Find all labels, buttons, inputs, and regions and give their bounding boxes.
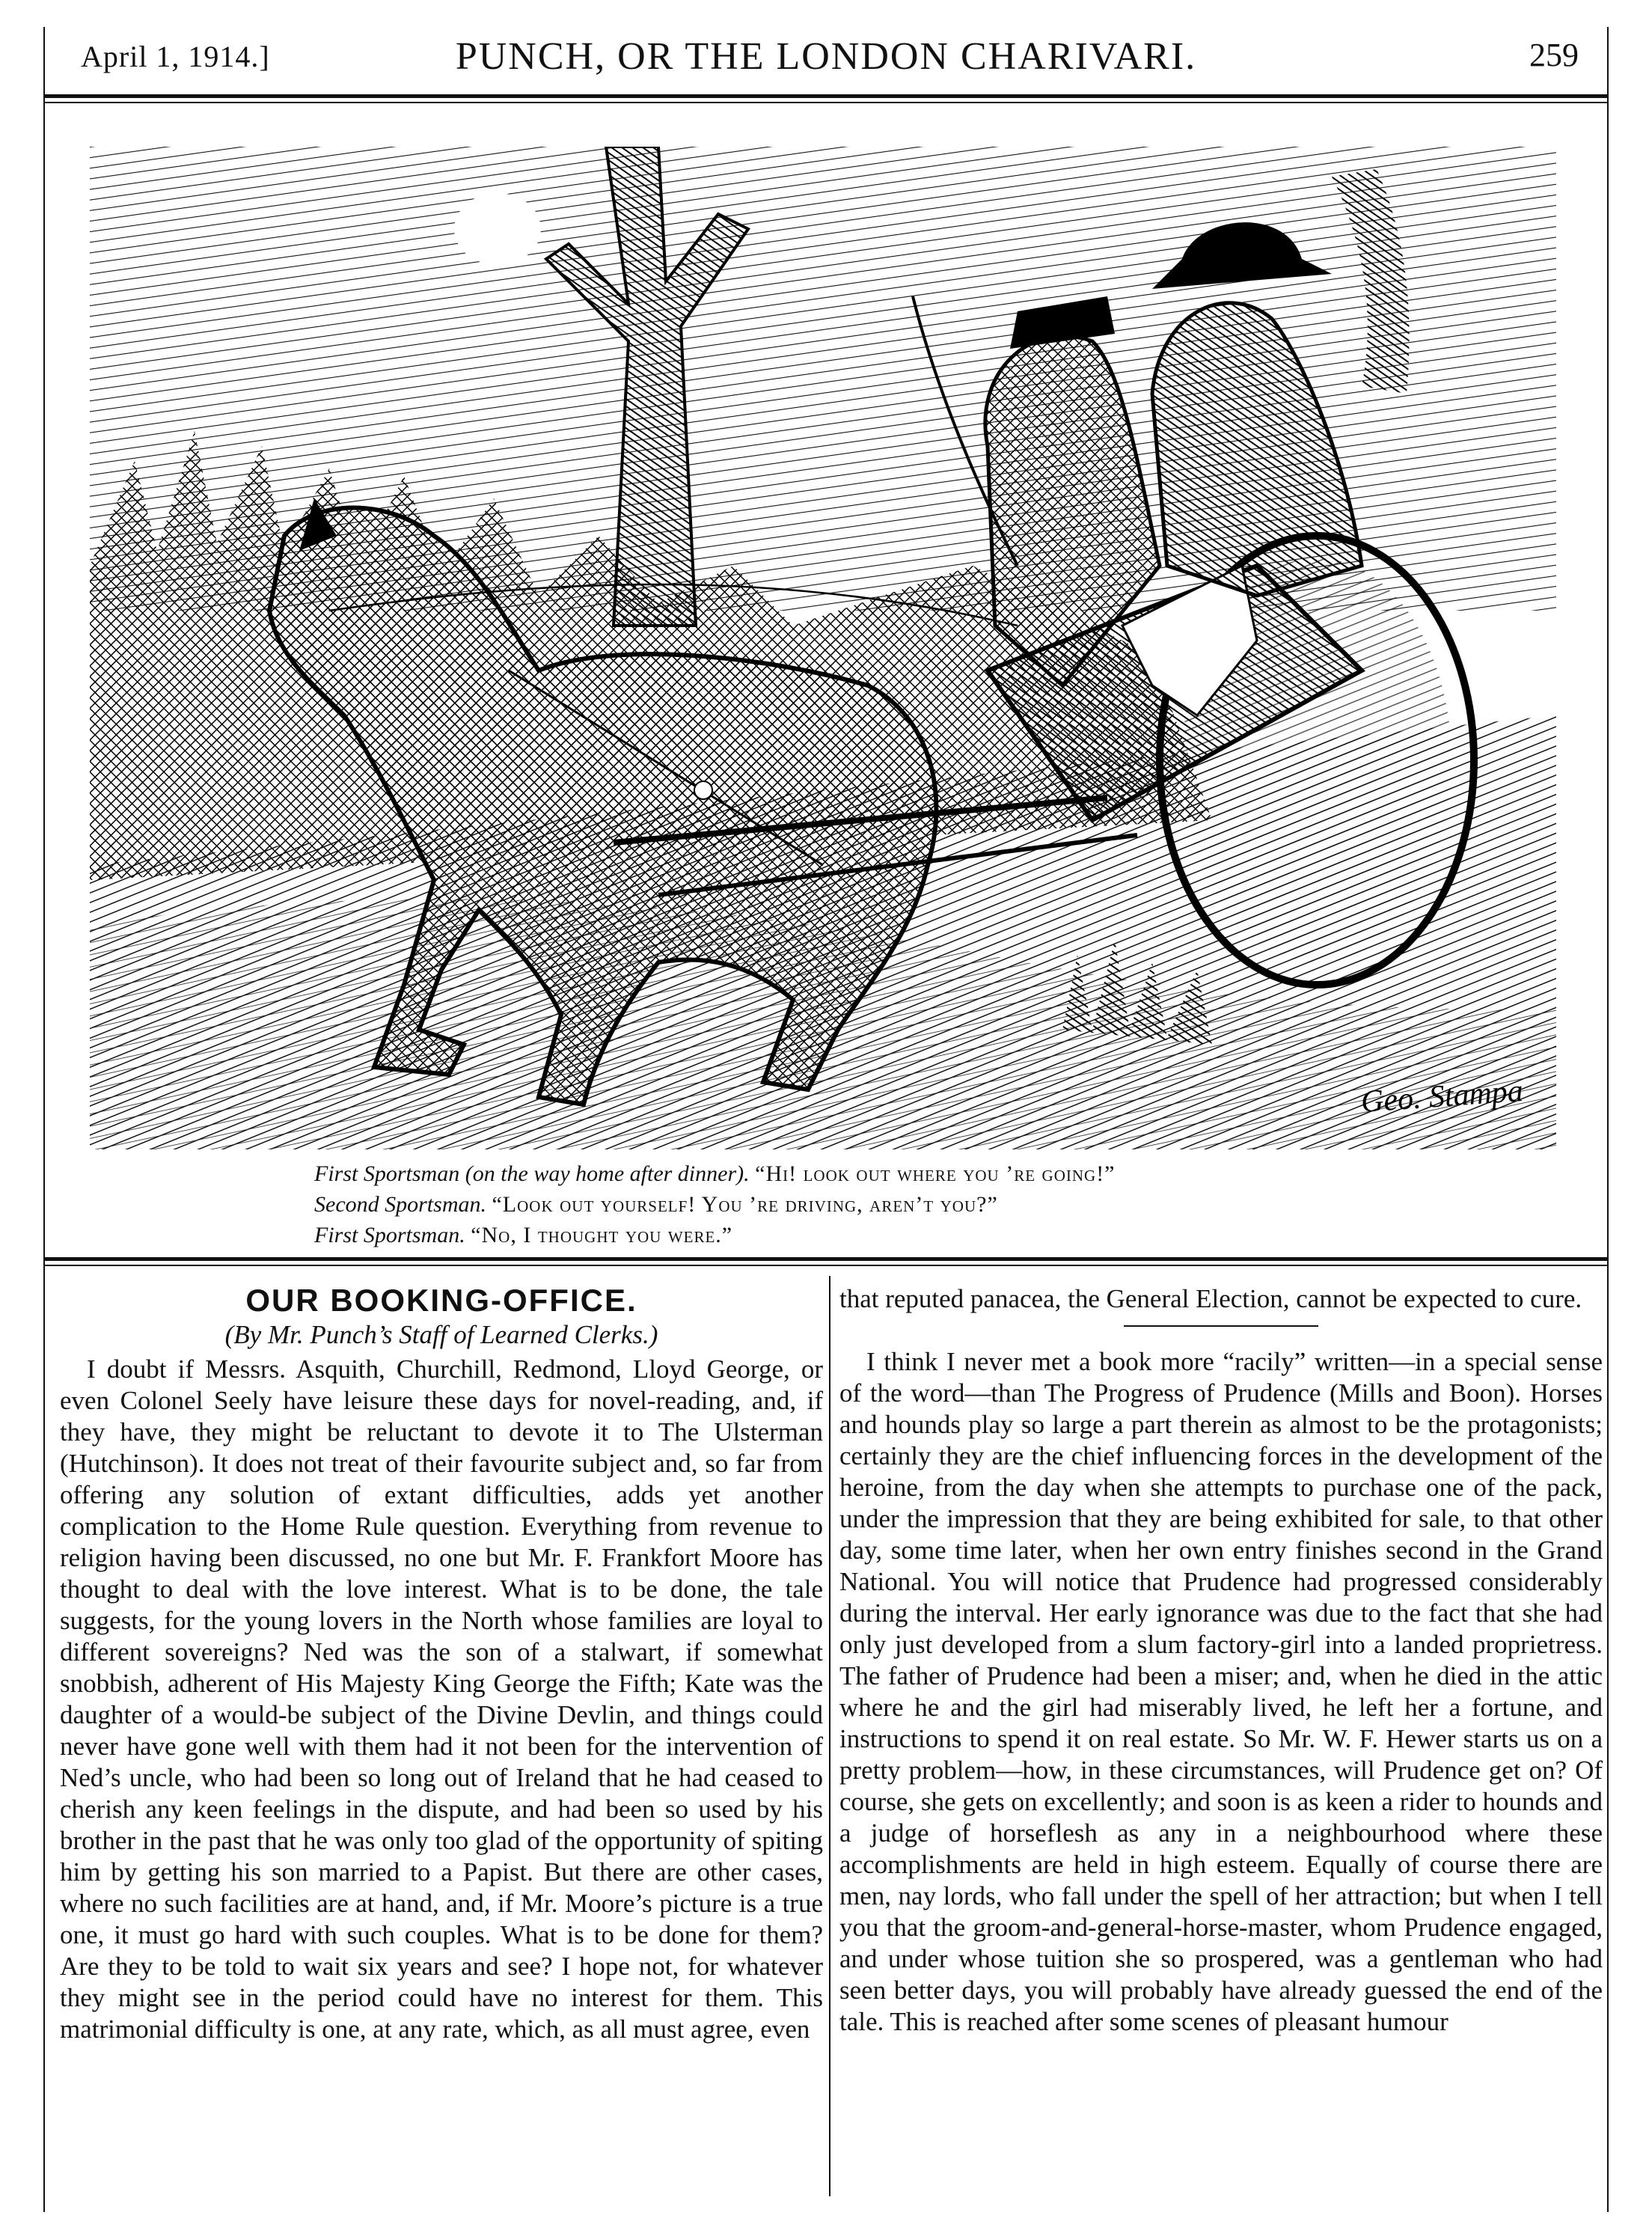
caption-quote-1: “Hi! look out where you ’re going!”: [755, 1161, 1116, 1186]
artist-signature: Geo. Stampa: [1359, 1073, 1525, 1119]
review-continuation: that reputed panacea, the General Election, cannot be expected to cure.: [839, 1284, 1582, 1313]
caption-quote-3: “No, I thought you were.”: [471, 1223, 733, 1247]
caption-line-1: [314, 1158, 1116, 1189]
caption-speaker-2: Second Sportsman.: [314, 1192, 486, 1217]
section-rule: [43, 1257, 1609, 1261]
caption-speaker-3: First Sportsman.: [314, 1223, 465, 1247]
harness-buckle: [694, 781, 712, 799]
left-column: [60, 1283, 823, 2045]
page-header: [43, 30, 1609, 90]
moon: [454, 193, 541, 265]
section-rule-thin: [43, 1265, 1609, 1266]
cartoon-drawing: [90, 147, 1556, 1149]
issue-date: April 1, 1914.]: [81, 40, 270, 73]
caption-direction: (on the way home after dinner).: [465, 1161, 750, 1186]
publication-title: PUNCH, OR THE LONDON CHARIVARI.: [455, 35, 1197, 78]
review-progress-of-prudence: I think I never met a book more “racily” written—in a special sense of the word—than The Progress of Prudence (Mills and Boon). Horses and hounds play so large a part therein as almost to be the protagonists; certainly they are the chief influencing forces in the development of the heroine, from the day when she attempts to purchase one of the pack, under the impression that they are being exhibited for sale, to that other day, some time later, when her own entry finishes second in the Grand National. You will notice that Prudence had progressed considerably during the interval. Her early ignorance was due to the fact that she had only just developed from a slum factory-girl into a landed proprietress. The father of Prudence had been a miser; and, when he died in the attic where he and the girl had miserably lived, he left her a fortune, and instructions to spend it on real estate. So Mr. W. F. Hewer starts us on a pretty problem—how, in these circumstances, will Prudence get on? Of course, she gets on excellently; and soon is as keen a rider to hounds and a judge of horseflesh as any in a neighbourhood where these accomplishments are held in high esteem. Equally of course there are men, nay lords, who fall under the spell of her attraction; but when I tell you that the groom-and-general-horse-master, whom Prudence engaged, and under whose tuition she so prospered, was a gentleman who had seen better days, you will probably have already guessed the end of the tale. This is reached after some scenes of pleasant humour: [839, 1347, 1603, 2036]
caption-quote-2: “Look out yourself! You ’re driving, aren’t you?”: [492, 1192, 998, 1217]
header-rule-thin: [43, 102, 1609, 103]
column-divider: [829, 1276, 830, 2196]
right-column: [839, 1283, 1603, 2038]
cartoon-illustration: [90, 147, 1556, 1149]
review-ulsterman: I doubt if Messrs. Asquith, Churchill, Redmond, Lloyd George, or even Colonel Seely have leisure these days for novel-reading, and, if they have, they might be reluctant to devote it to The Ulsterman (Hutchinson). It does not treat of their favourite subject and, so far from offering any solution of extant difficulties, adds yet another complication to the Home Rule question. Everything from revenue to religion having been discussed, no one but Mr. F. Frankfort Moore has thought to deal with the love interest. What is to be done, the tale suggests, for the young lovers in the North whose families are loyal to different sovereigns? Ned was the son of a stalwart, if somewhat snobbish, adherent of His Majesty King George the Fifth; Kate was the daughter of a would-be subject of the Divine Devlin, and things could never have gone well with them had it not been for the intervention of Ned’s uncle, who had been so long out of Ireland that he had ceased to cherish any keen feelings in the dispute, and had been so used by his brother in the past that he was only too glad of the opportunity of spiting him by getting his son married to a Papist. But there are other cases, where no such facilities are at hand, and, if Mr. Moore’s picture is a true one, it must go hard with such couples. What is to be done for them? Are they to be told to wait six years and see? I hope not, for whatever they might see in the period could have no interest for them. This matrimonial difficulty is one, at any rate, which, as all must agree, even: [60, 1354, 823, 2044]
cartoon-caption: [314, 1158, 1116, 1250]
article-byline: (By Mr. Punch’s Staff of Learned Clerks.): [224, 1320, 658, 1349]
caption-line-2: [314, 1189, 1116, 1220]
caption-speaker-1: First Sportsman: [314, 1161, 460, 1186]
caption-line-3: [314, 1220, 1116, 1250]
article-title: OUR BOOKING-OFFICE.: [245, 1283, 637, 1318]
review-separator: [1124, 1325, 1318, 1327]
page-number: 259: [1529, 37, 1579, 73]
header-rule: [43, 94, 1609, 98]
